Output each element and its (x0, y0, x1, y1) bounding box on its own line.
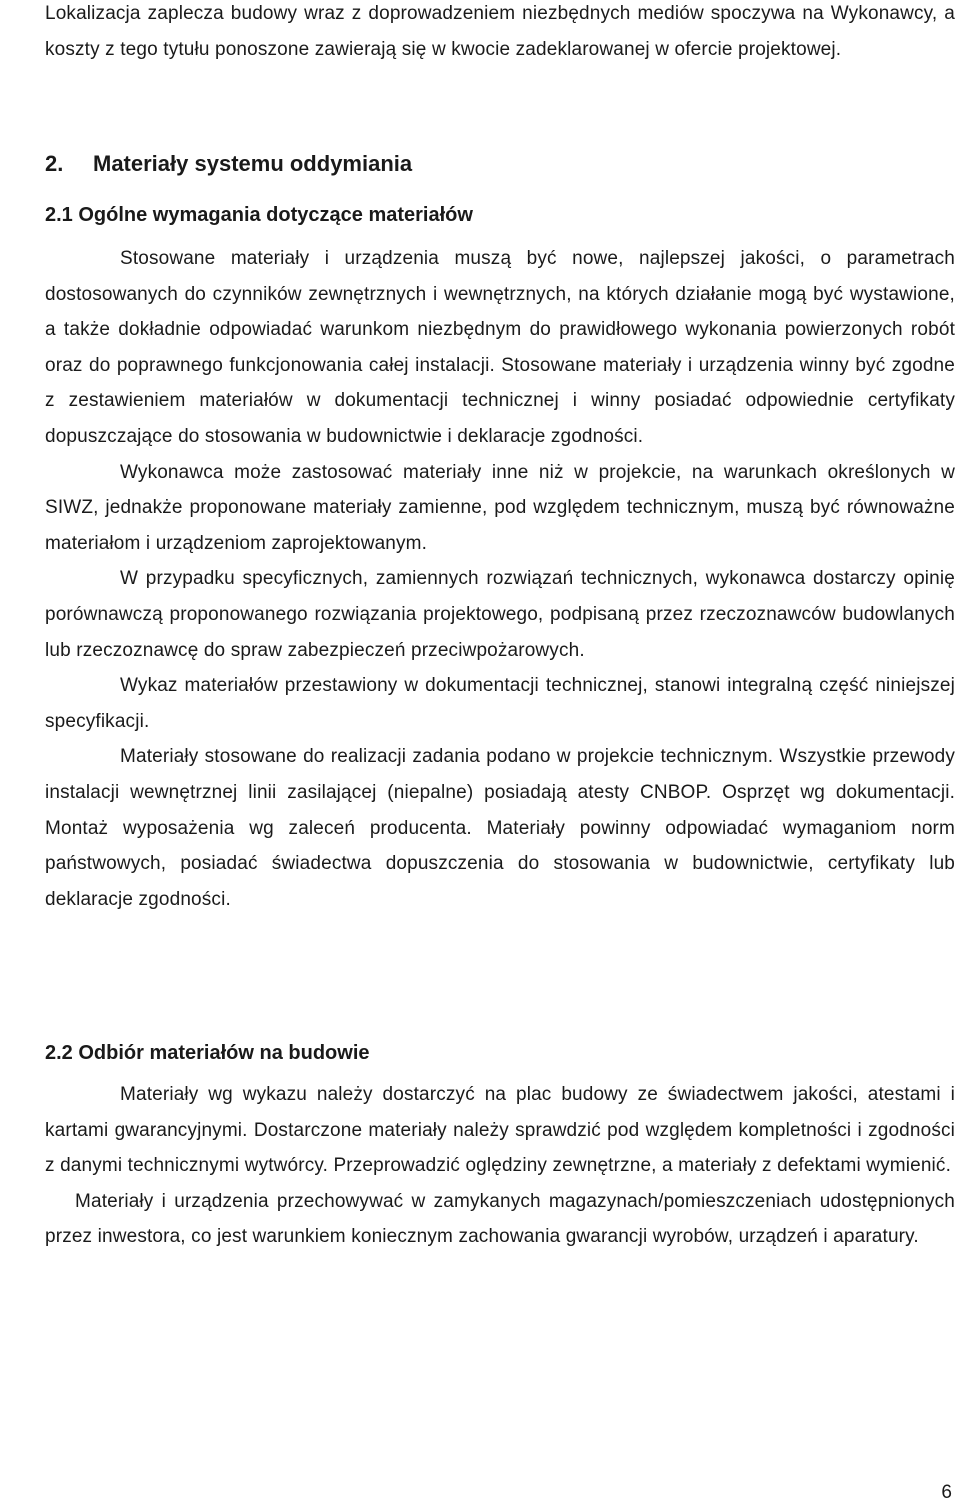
section-2-1-paragraph-1: Stosowane materiały i urządzenia muszą być nowe, najlepszej jakości, o parametrach dostosowanych do czynników zewnętrznych i wewnętrznych, na których działanie mogą być wystawione, a także dokładnie odpowiadać warunkom niezbędnym do prawidłowego wykonania powierzonych robót oraz do poprawnego funkcjonowania całej instalacji. Stosowane materiały i urządzenia winny być zgodne z zestawieniem materiałów w dokumentacji technicznej i winny posiadać odpowiednie certyfikaty dopuszczające do stosowania w budownictwie i deklaracje zgodności. (45, 248, 955, 447)
intro-paragraph: Lokalizacja zaplecza budowy wraz z doprowadzeniem niezbędnych mediów spoczywa na Wykonawcy, a koszty z tego tytułu ponoszone zawierają się w kwocie zadeklarowanej w ofercie projektowej. (45, 3, 955, 60)
section-2-number: 2. (45, 151, 64, 176)
section-2-1-heading: 2.1 Ogólne wymagania dotyczące materiałów (45, 204, 473, 226)
page-number: 6 (941, 1482, 952, 1503)
section-2-2-paragraph-1: Materiały wg wykazu należy dostarczyć na plac budowy ze świadectwem jakości, atestami i kartami gwarancyjnymi. Dostarczone materiały należy sprawdzić pod względem kompletności i zgodności z danymi technicznymi wytwórcy. Przeprowadzić oględziny zewnętrzne, a materiały z defektami wymienić. (45, 1084, 955, 1177)
section-2-2-body (45, 1077, 955, 1255)
section-2-1-body (45, 241, 955, 917)
intro-section (45, 0, 955, 67)
section-2-1-paragraph-2: Wykonawca może zastosować materiały inne niż w projekcie, na warunkach określonych w SIWZ, jednakże proponowane materiały zamienne, pod względem technicznym, muszą być równoważne materiałom i urządzeniom zaprojektowanym. (45, 461, 955, 554)
section-2-1-paragraph-4: Wykaz materiałów przestawiony w dokumentacji technicznej, stanowi integralną część niniejszej specyfikacji. (45, 675, 955, 732)
section-2-2-heading: 2.2 Odbiór materiałów na budowie (45, 1042, 370, 1064)
section-2-1-paragraph-3: W przypadku specyficznych, zamiennych rozwiązań technicznych, wykonawca dostarczy opinię porównawczą proponowanego rozwiązania projektowego, podpisaną przez rzeczoznawców budowlanych lub rzeczoznawcę do spraw zabezpieczeń przeciwpożarowych. (45, 568, 955, 661)
section-2-1-paragraph-5: Materiały stosowane do realizacji zadania podano w projekcie technicznym. Wszystkie przewody instalacji wewnętrznej linii zasilającej (niepalne) posiadają atesty CNBOP. Osprzęt wg dokumentacji. Montaż wyposażenia wg zaleceń producenta. Materiały powinny odpowiadać wymaganiom norm państwowych, posiadać świadectwa dopuszczenia do stosowania w budownictwie, certyfikaty lub deklaracje zgodności. (45, 746, 955, 910)
section-2-heading (45, 151, 412, 177)
section-2-2-paragraph-2: Materiały i urządzenia przechowywać w zamykanych magazynach/pomieszczeniach udostępnionych przez inwestora, co jest warunkiem koniecznym zachowania gwarancji wyrobów, urządzeń i aparatury. (45, 1190, 955, 1248)
section-2-title: Materiały systemu oddymiania (93, 151, 413, 176)
